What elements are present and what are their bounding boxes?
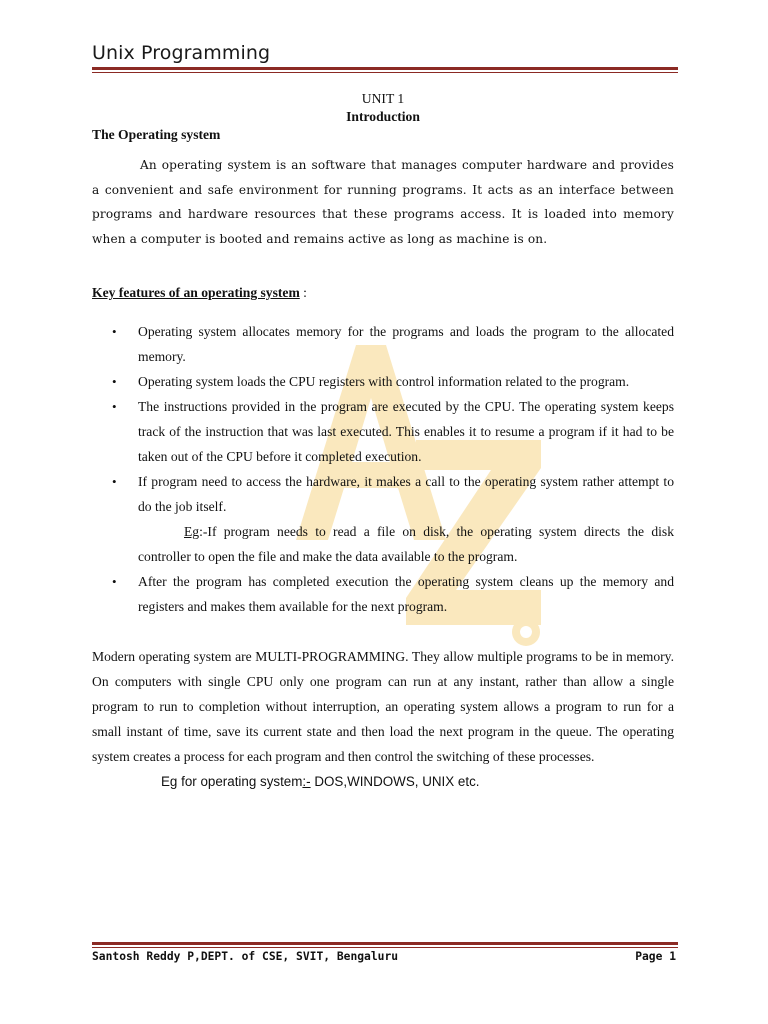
header-rule-thin [92, 72, 678, 73]
features-list-continued [92, 569, 674, 619]
list-item-text: After the program has completed execution the operating system cleans up the memory and registers and makes them available for the next program. [138, 574, 674, 614]
os-examples-label: Eg for operating system [161, 774, 303, 789]
page-header-title: Unix Programming [92, 42, 271, 64]
bullet-icon: • [112, 374, 117, 389]
features-heading [92, 280, 674, 305]
list-item-text: Operating system allocates memory for the programs and loads the program to the allocated memory. [138, 324, 674, 364]
example-text: :-If program needs to read a file on disk, the operating system directs the disk controller to open the file and make the data available to the program. [138, 524, 674, 564]
bullet-icon: • [112, 574, 117, 589]
os-examples-line [92, 769, 674, 794]
intro-paragraph: An operating system is an software that manages computer hardware and provides a convenient and safe environment for running programs. It acts as an interface between programs and hardware resources that these programs access. It is loaded into memory when a computer is booted and remains active as long as machine is on. [92, 158, 674, 246]
features-heading-text: Key features of an operating system [92, 285, 300, 300]
list-item [92, 569, 674, 619]
list-item [92, 469, 674, 519]
unit-label: UNIT 1 [361, 91, 405, 106]
os-examples-separator: :- [302, 774, 311, 789]
list-item [92, 369, 674, 394]
list-item [92, 394, 674, 469]
section-title: The Operating system [92, 127, 221, 142]
os-examples-text: DOS,WINDOWS, UNIX etc. [310, 774, 480, 789]
list-item-text: Operating system loads the CPU registers with control information related to the program. [138, 374, 630, 389]
features-heading-suffix: : [299, 285, 307, 300]
header-rule-thick [92, 67, 678, 70]
document-body [92, 86, 674, 794]
footer-rule-thick [92, 942, 678, 945]
chapter-title: Introduction [346, 109, 420, 124]
features-list [92, 319, 674, 519]
example-line [92, 519, 674, 569]
list-item [92, 319, 674, 369]
footer-rule-thin [92, 947, 678, 948]
bullet-icon: • [112, 474, 117, 489]
list-item-text: If program need to access the hardware, it makes a call to the operating system rather attempt to do the job itself. [138, 474, 674, 514]
bullet-icon: • [112, 399, 117, 414]
list-item-text: The instructions provided in the program are executed by the CPU. The operating system keeps track of the instruction that was last executed. This enables it to resume a program if it had to be taken out of the CPU before it completed execution. [138, 399, 674, 464]
example-label: Eg [184, 524, 200, 539]
footer-page-number: Page 1 [635, 950, 676, 963]
multiprogramming-paragraph: Modern operating system are MULTI-PROGRAMMING. They allow multiple programs to be in memory. On computers with single CPU only one program can run at any instant, rather than allow a single program to run to completion without interruption, an operating system allows a program to run for a small instant of time, save its current state and then load the next program in the queue. The operating system creates a process for each program and then control the switching of these processes. [92, 649, 674, 764]
bullet-icon: • [112, 324, 117, 339]
footer-author: Santosh Reddy P,DEPT. of CSE, SVIT, Bengaluru [92, 950, 399, 963]
